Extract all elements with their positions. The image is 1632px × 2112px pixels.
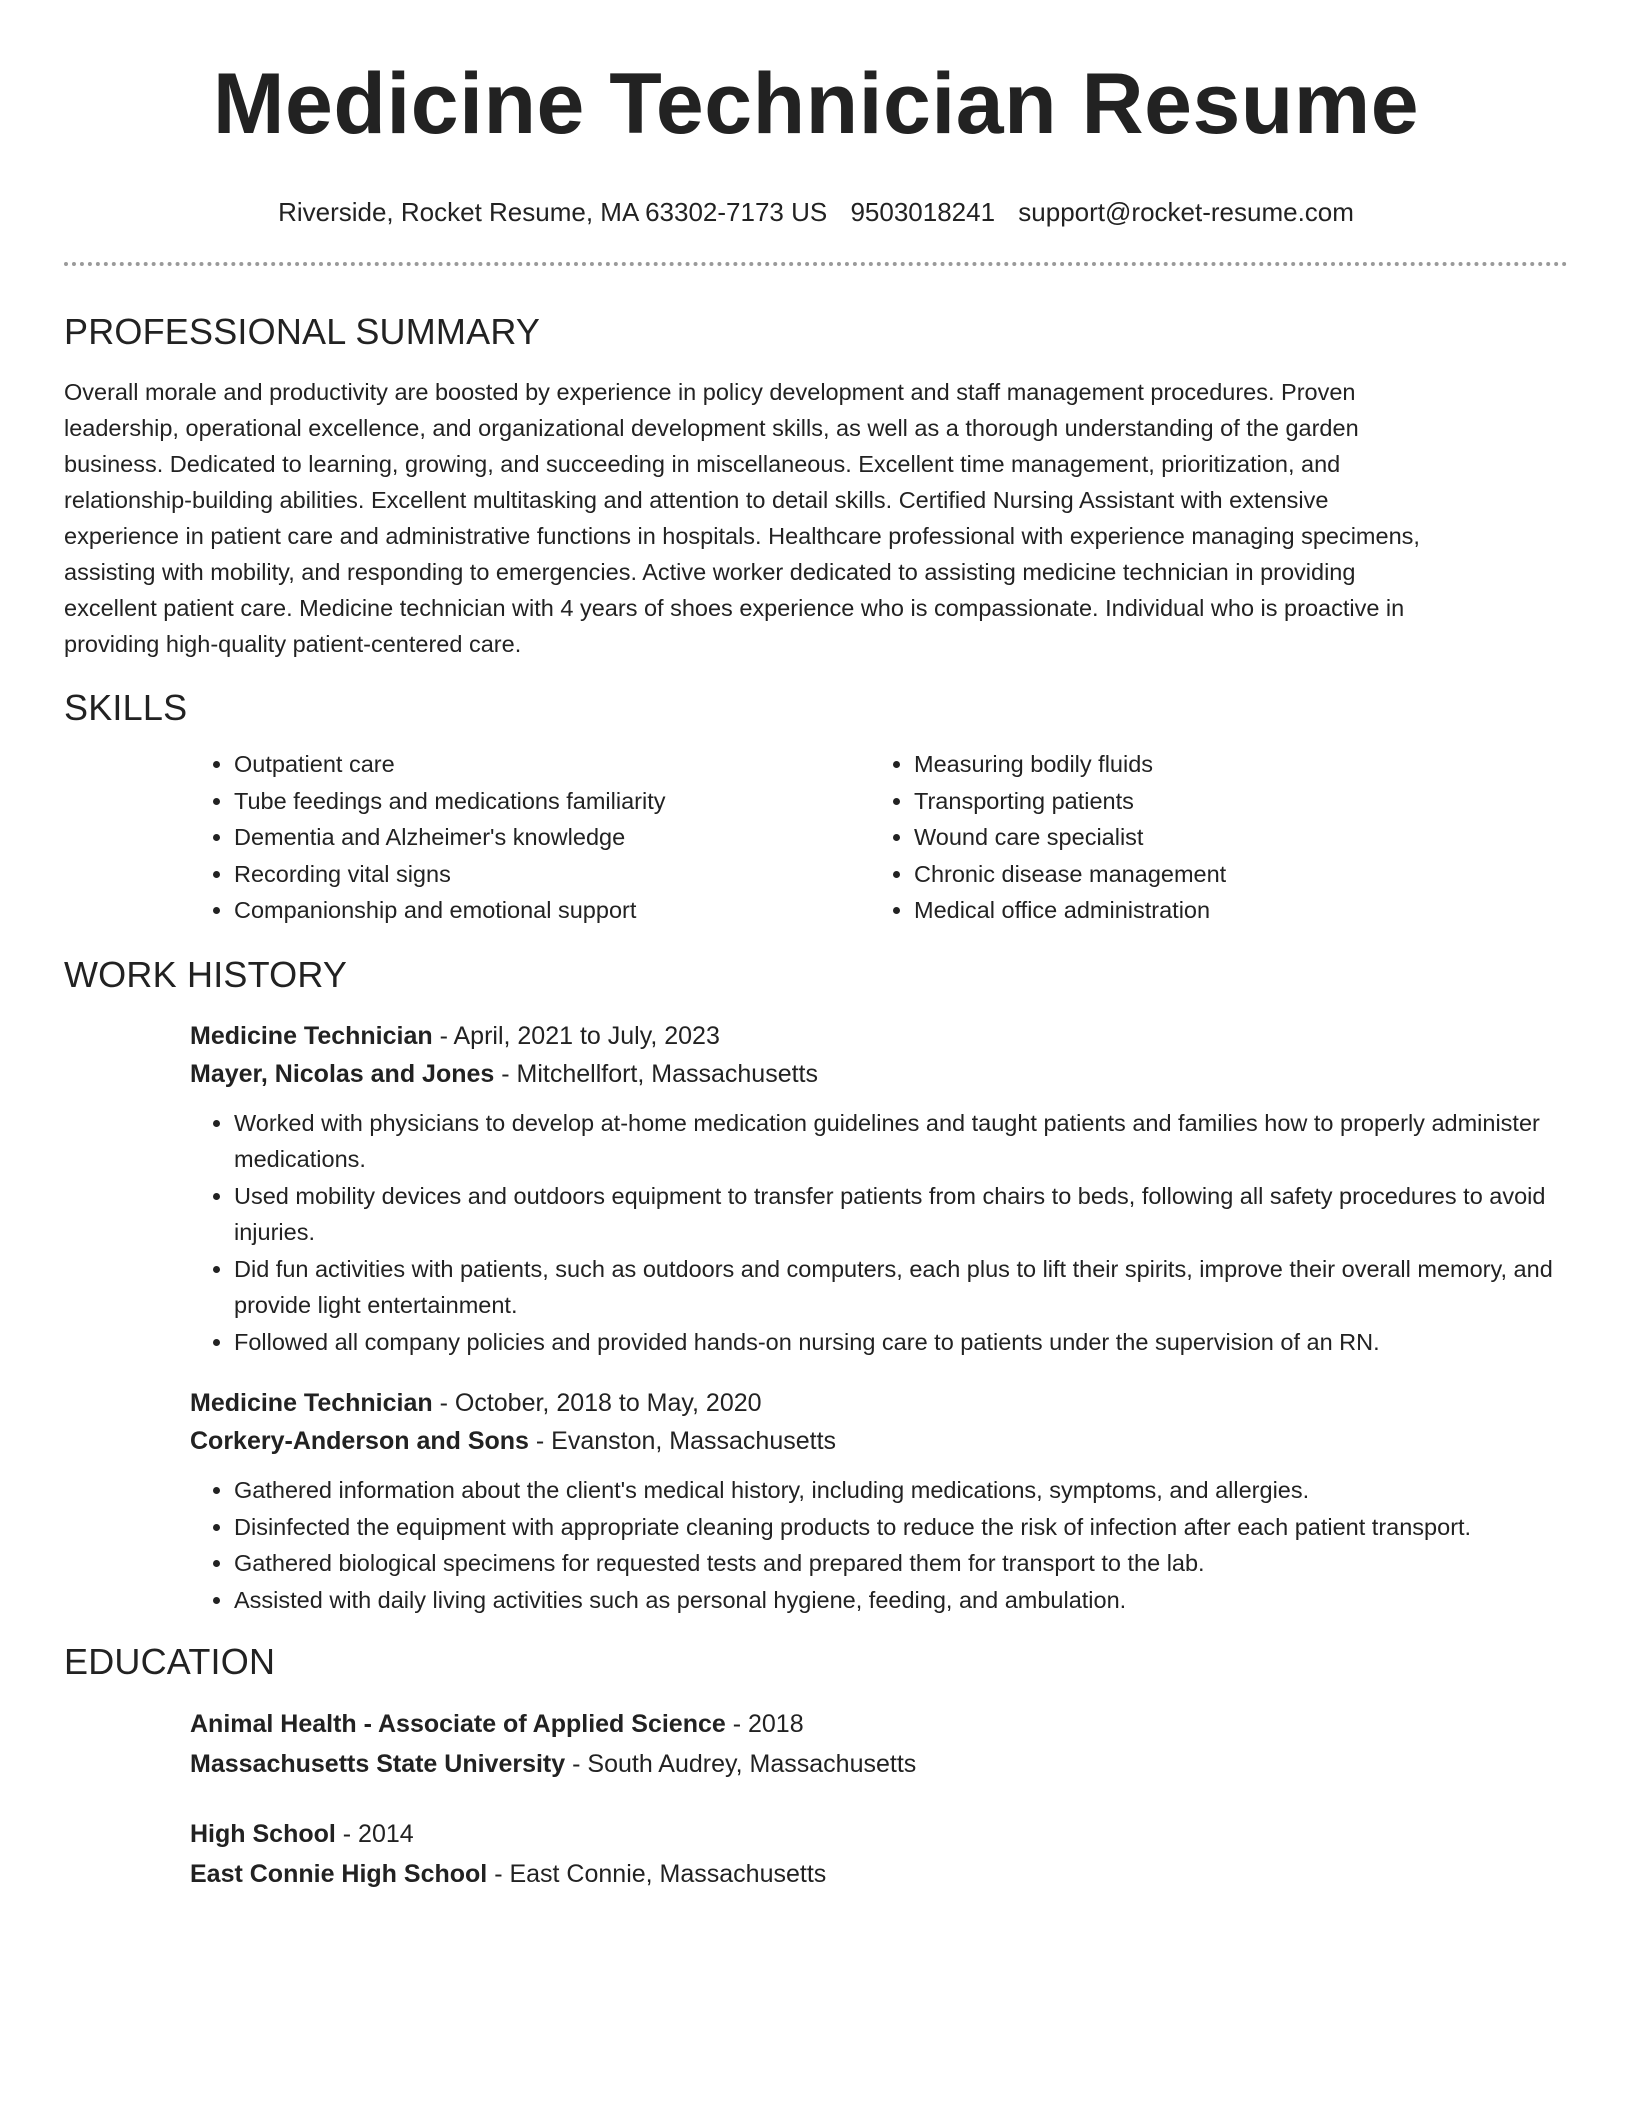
school-line (190, 1744, 1566, 1784)
skill-item: • Chronic disease management (914, 856, 1550, 893)
job-dates: - April, 2021 to July, 2023 (432, 1021, 720, 1050)
degree-year: - 2018 (725, 1710, 804, 1739)
job-duty: • Followed all company policies and provided hands-on nursing care to patients under the supervision of an RN. (234, 1324, 1566, 1361)
job-duty: • Assisted with daily living activities such as personal hygiene, feeding, and ambulation. (234, 1582, 1566, 1619)
job-company: Mayer, Nicolas and Jones (190, 1059, 495, 1088)
job-duties (190, 1472, 1566, 1618)
resume-header (64, 52, 1568, 266)
school-location: - East Connie, Massachusetts (487, 1860, 827, 1889)
job-duty: • Used mobility devices and outdoors equipment to transfer patients from chairs to beds, following all safety procedures to avoid injuries. (234, 1178, 1566, 1251)
skill-item: • Dementia and Alzheimer's knowledge (234, 819, 870, 856)
page-title: Medicine Technician Resume (212, 56, 1420, 152)
school-line (190, 1854, 1566, 1894)
degree-line (190, 1814, 1566, 1854)
education-heading: EDUCATION (64, 1641, 276, 1683)
school-location: - South Audrey, Massachusetts (565, 1750, 917, 1779)
job-location: - Mitchellfort, Massachusetts (494, 1059, 819, 1088)
degree-line (190, 1704, 1566, 1744)
job-title-line (190, 1017, 1566, 1055)
job-dates: - October, 2018 to May, 2020 (432, 1389, 762, 1418)
job-company: Corkery-Anderson and Sons (190, 1427, 529, 1456)
skills-heading: SKILLS (64, 687, 188, 728)
job-company-line (190, 1055, 1566, 1093)
contact-email: support@rocket-resume.com (1018, 197, 1354, 227)
skill-item: • Outpatient care (234, 746, 870, 783)
work-history-section (64, 953, 1568, 1619)
skill-item: • Tube feedings and medications familiarity (234, 783, 870, 820)
skills-grid (190, 746, 1566, 929)
contact-address: Riverside, Rocket Resume, MA 63302-7173 US (278, 197, 828, 227)
job-duty: • Gathered information about the client's medical history, including medications, symptoms, and allergies. (234, 1472, 1566, 1509)
skill-item: • Recording vital signs (234, 856, 870, 893)
skills-section (64, 686, 1568, 929)
job-title: Medicine Technician (190, 1389, 433, 1418)
degree-name: High School (190, 1820, 336, 1849)
school-name: Massachusetts State University (190, 1750, 566, 1779)
degree-year: - 2014 (335, 1820, 414, 1849)
job-company-line (190, 1422, 1566, 1460)
skills-list-left (190, 746, 870, 929)
job-duties (190, 1105, 1566, 1361)
skill-item: • Companionship and emotional support (234, 892, 870, 929)
summary-section (64, 310, 1568, 662)
contact-phone: 9503018241 (850, 197, 996, 227)
skills-list-right (870, 746, 1550, 929)
summary-heading: PROFESSIONAL SUMMARY (64, 311, 541, 352)
education-entry (190, 1814, 1566, 1894)
work-history-heading: WORK HISTORY (64, 953, 348, 995)
contact-line (64, 196, 1568, 228)
job-entry (190, 1017, 1566, 1361)
header-divider (64, 262, 1568, 266)
education-entry (190, 1704, 1566, 1784)
job-title-line (190, 1384, 1566, 1422)
job-duty: • Did fun activities with patients, such as outdoors and computers, each plus to lift their spirits, improve their overall memory, and provide light entertainment. (234, 1251, 1566, 1324)
job-location: - Evanston, Massachusetts (528, 1427, 837, 1456)
job-entry (190, 1384, 1566, 1618)
skill-item: • Measuring bodily fluids (914, 746, 1550, 783)
job-duty: • Disinfected the equipment with appropriate cleaning products to reduce the risk of infection after each patient transport. (234, 1509, 1566, 1546)
education-section (64, 1640, 1568, 1894)
degree-name: Animal Health - Associate of Applied Science (190, 1710, 726, 1739)
skill-item: • Medical office administration (914, 892, 1550, 929)
job-duty: • Gathered biological specimens for requested tests and prepared them for transport to the lab. (234, 1545, 1566, 1582)
summary-text: Overall morale and productivity are boosted by experience in policy development and staff management procedures. Proven leadership, operational excellence, and organizational development skills, as well as a thorough understanding of the garden business. Dedicated to learning, growing, and succeeding in miscellaneous. Excellent time management, prioritization, and relationship-building abilities. Excellent multitasking and attention to detail skills. Certified Nursing Assistant with extensive experience in patient care and administrative functions in hospitals. Healthcare professional with experience managing specimens, assisting with mobility, and responding to emergencies. Active worker dedicated to assisting medicine technician in providing excellent patient care. Medicine technician with 4 years of shoes experience who is compassionate. Individual who is proactive in providing high-quality patient-centered care. (64, 379, 1420, 657)
school-name: East Connie High School (190, 1860, 488, 1889)
job-duty: • Worked with physicians to develop at-home medication guidelines and taught patients and families how to properly administer medications. (234, 1105, 1566, 1178)
skill-item: • Transporting patients (914, 783, 1550, 820)
skill-item: • Wound care specialist (914, 819, 1550, 856)
job-title: Medicine Technician (190, 1021, 433, 1050)
